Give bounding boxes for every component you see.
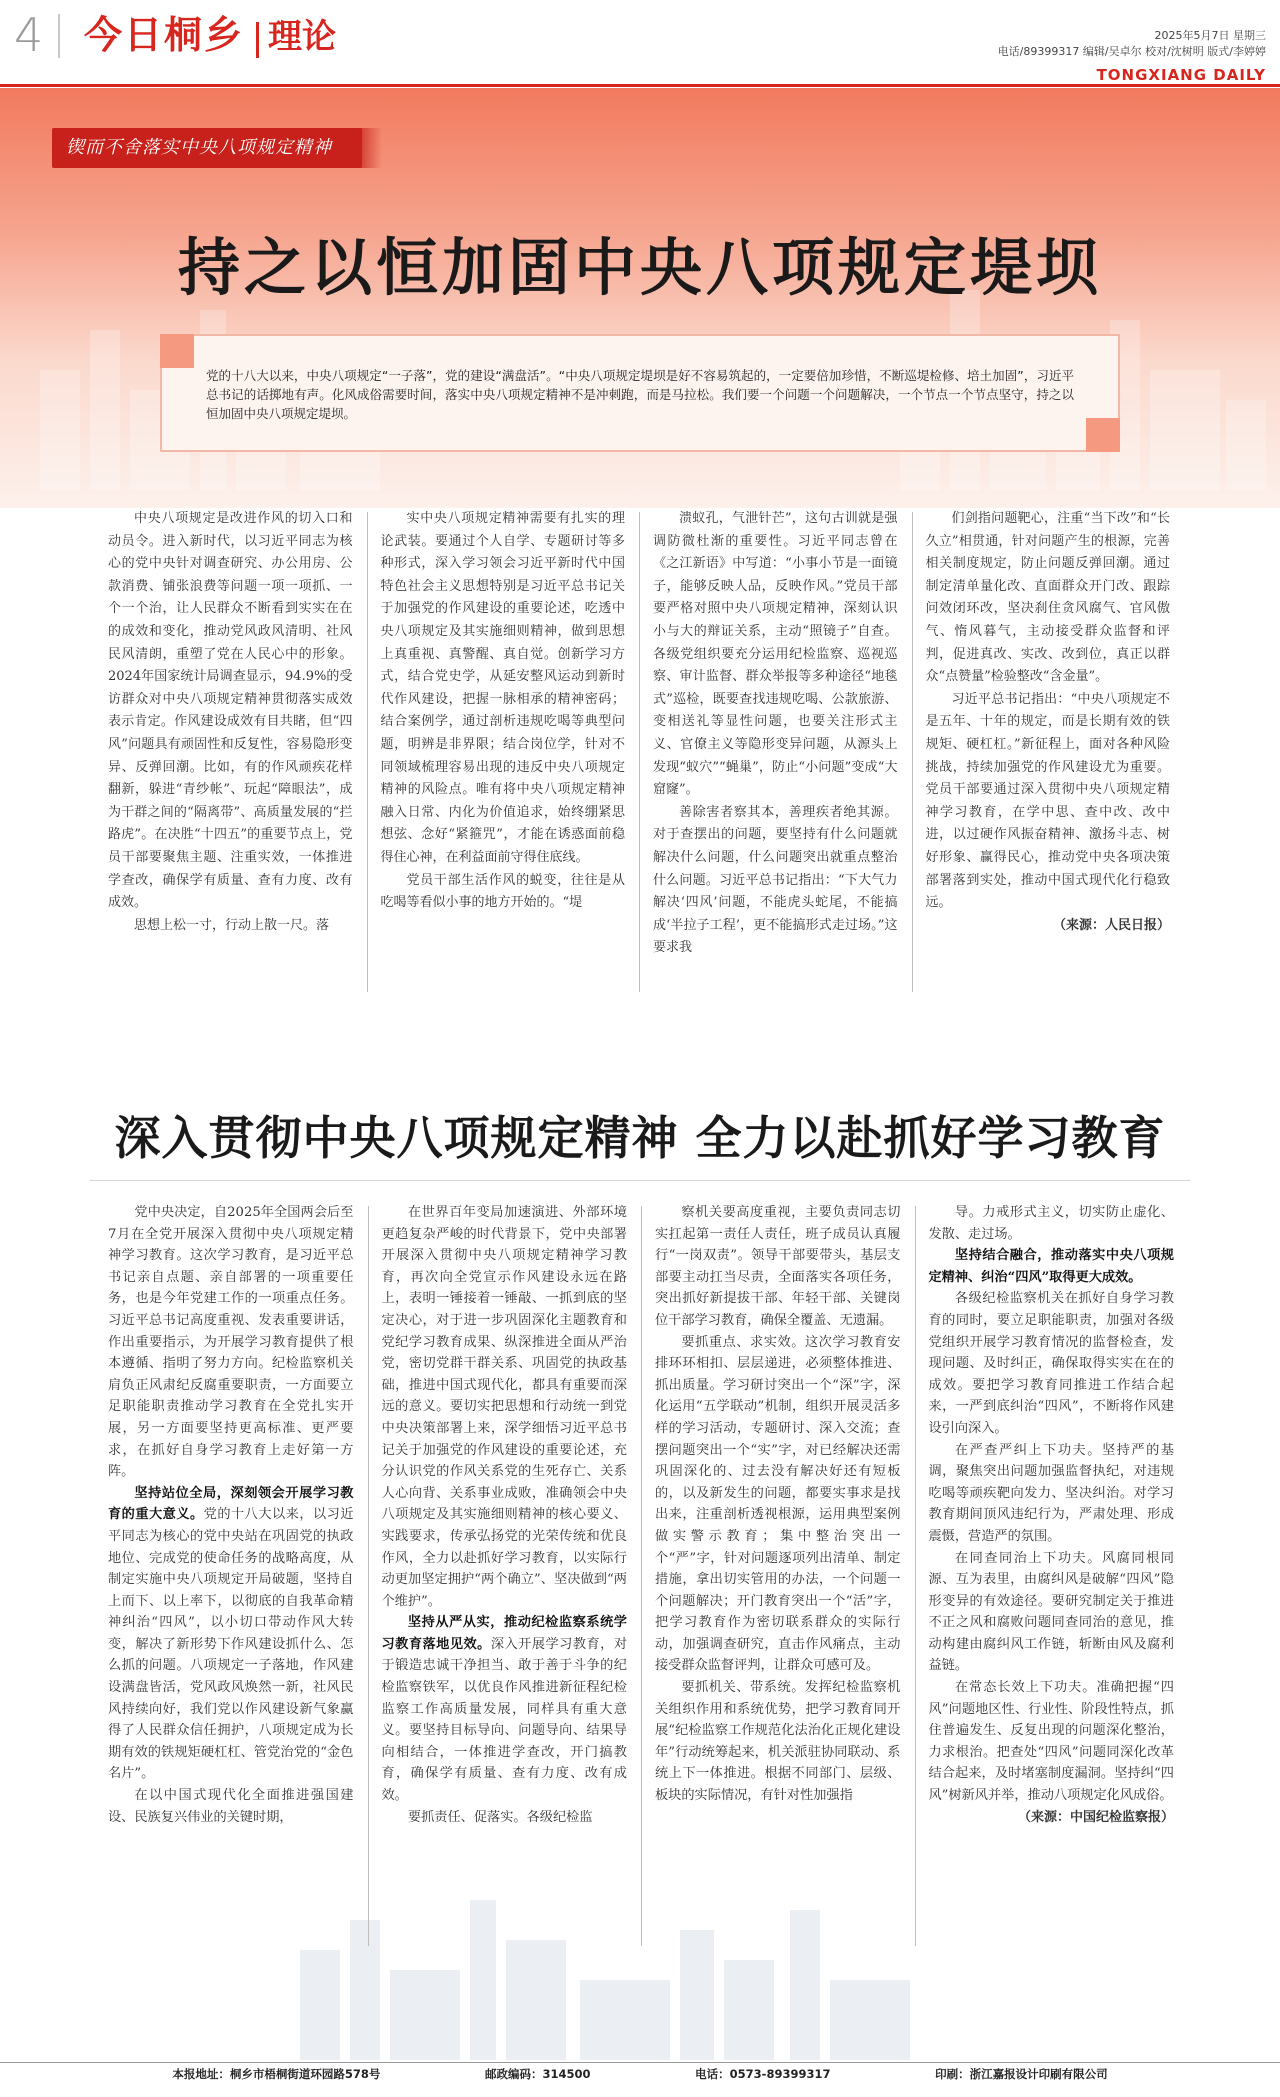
paragraph: 中央八项规定是改进作风的切入口和动员令。进入新时代，以习近平同志为核心的党中央针对调查研究、办公用房、公款消费、铺张浪费等问题一项一项抓、一个一个治，让人民群众不断看到实实在在的成效和变化，推动党风政风清明、社风民风清朗，重塑了党在人民心中的形象。2024年国家统计局调查显示，94.9%的受访群众对中央八项规定精神贯彻落实成效表示肯定。作风建设成效有目共睹，但“四风”问题具有顽固性和反复性，容易隐形变异、反弹回潮。比如，有的作风顽疾花样翻新，躲进“青纱帐”、玩起“障眼法”，成为干群之间的“隔离带”、高质量发展的“拦路虎”。在决胜“十四五”的重要节点上，党员干部要聚焦主题、注重实效，一体推进学查改，确保学有质量、查有力度、改有成效。 [108, 511, 353, 911]
column-rule [639, 512, 640, 992]
paragraph: 要抓机关、带系统。发挥纪检监察机关组织作用和系统优势，把学习教育同开展“纪检监察工作规范化法治化正规化建设年”行动统筹起来，机关派驻协同联动、系统上下一体推进。根据不同部门、层级、板块的实际情况，有针对性加强指 [655, 1680, 901, 1804]
english-name: TONGXIANG DAILY [1096, 66, 1266, 84]
article2-source: （来源：中国纪检监察报） [1017, 1809, 1174, 1825]
paragraph: 在以中国式现代化全面推进强国建设、民族复兴伟业的关键时期， [108, 1788, 354, 1825]
paragraph: 们剑指问题靶心，注重“当下改”和“长久立”相贯通，针对问题产生的根源，完善相关制度规定，防止问题反弹回潮。通过制定清单量化改、直面群众开门改、跟踪问效闭环改，坚决刹住贪风腐气、官风傲气、惰风暮气，主动接受群众监督和评判，促进真改、实改、改到位，真正以群众“点赞量”检验整改“含金量”。 [925, 511, 1170, 685]
date-line: 2025年5月7日 星期三 [1154, 29, 1266, 42]
article2-column-2 [382, 1202, 628, 1962]
paragraph: 坚持结合融合，推动落实中央八项规定精神、纠治“四风”取得更大成效。 [928, 1248, 1174, 1285]
article1-source: （来源：人民日报） [1052, 917, 1170, 933]
masthead-info [998, 28, 1266, 60]
article1-column-2 [381, 508, 626, 1008]
paragraph: 党员干部生活作风的蜕变，往往是从吃喝等看似小事的地方开始的。“堤 [380, 872, 625, 911]
column-rule [367, 512, 368, 992]
bottom-skyline-illustration [0, 1860, 1280, 2060]
paragraph: 党中央决定，自2025年全国两会后至7月在全党开展深入贯彻中央八项规定精神学习教育。这次学习教育，是习近平总书记亲自点题、亲自部署的一项重要任务，也是今年党建工作的一项重点任务。习近平总书记高度重视、发表重要讲话，作出重要指示，为开展学习教育提供了根本遵循、指明了努力方向。纪检监察机关肩负正风肃纪反腐重要职责，一方面要立足职能职责推动学习教育在全党扎实开展，另一方面要坚持更高标准、更严要求，在抓好自身学习教育上走好第一方阵。 [108, 1205, 354, 1480]
section-lead: 坚持从严从实，推动纪检监察系统学习教育落地见效。 [381, 1615, 627, 1652]
paragraph: 要抓重点、求实效。这次学习教育安排环环相扣、层层递进，必须整体推进、抓出质量。学习研讨突出一个“深”字，深化运用“五学联动”机制，组织开展灵活多样的学习活动，专题研讨、深入交流；查摆问题突出一个“实”字，对已经解决还需巩固深化的、过去没有解决好还有短板的，以及新发生的问题，都要实事求是找出来，注重剖析透视根源，运用典型案例做实警示教育；集中整治突出一个“严”字，针对问题逐项列出清单、制定措施，拿出切实管用的办法，一个问题一个问题解决；开门教育突出一个“活”字，把学习教育作为密切联系群众的实际行动，加强调查研究，直击作风痛点，主动接受群众监督评判，让群众可感可及。 [655, 1334, 901, 1674]
paragraph: 在同查同治上下功夫。风腐同根同源、互为表里，由腐纠风是破解“四风”隐形变异的有效途径。要研究制定关于推进不正之风和腐败问题同查同治的意见，推动构建由腐纠风工作链，斩断由风及腐利益链。 [928, 1550, 1174, 1674]
section-lead: 坚持站位全局，深刻领会开展学习教育的重大意义。 [108, 1485, 354, 1523]
page-number: 4 [14, 8, 44, 62]
paragraph: 在严查严纠上下功夫。坚持严的基调，聚焦突出问题加强监督执纪，对违规吃喝等顽疾靶向发力、坚决纠治。对学习教育期间顶风违纪行为，严肃处理、形成震慑，营造严的氛围。 [928, 1442, 1174, 1544]
paragraph: 溃蚁孔，气泄针芒”，这句古训就是强调防微杜渐的重要性。习近平同志曾在《之江新语》中写道：“小事小节是一面镜子，能够反映人品，反映作风。”党员干部要严格对照中央八项规定精神，深刻认识小与大的辩证关系，主动“照镜子”自查。各级党组织要充分运用纪检监察、巡视巡察、审计监督、群众举报等多种途径“地毯式”巡检，既要查找违规吃喝、公款旅游、变相送礼等显性问题，也要关注形式主义、官僚主义等隐形变异问题，从源头上发现“蚁穴”“蝇巢”，防止“小问题”变成“大窟窿”。 [653, 511, 898, 798]
summary-corner-ornament [160, 334, 194, 368]
footer-rule [0, 2062, 1280, 2063]
column-rule [641, 1206, 642, 1946]
masthead [0, 0, 1280, 88]
footer-postcode: 邮政编码：314500 [485, 2067, 591, 2081]
article1-column-1 [108, 508, 353, 1008]
paragraph: 在常态长效上下功夫。准确把握“四风”问题地区性、行业性、阶段性特点，抓住普遍发生、反复出现的问题深化整治，力求根治。把查处“四风”问题同深化改革结合起来，及时堵塞制度漏洞。坚持纠“四风”树新风并举，推动八项规定化风成俗。 [928, 1680, 1174, 1804]
article1-column-4 [926, 508, 1171, 1008]
title-rule [90, 1180, 1190, 1181]
article2-title: 深入贯彻中央八项规定精神 全力以赴抓好学习教育 [114, 1111, 1166, 1165]
article1-summary-box [160, 334, 1120, 452]
paragraph: 要抓责任、促落实。各级纪检监 [407, 1809, 593, 1825]
section-separator [256, 22, 259, 58]
column-rule [368, 1206, 369, 1946]
article2-column-3 [655, 1202, 901, 1962]
summary-corner-ornament [1086, 418, 1120, 452]
paragraph: 察机关要高度重视，主要负责同志切实扛起第一责任人责任，班子成员认真履行“一岗双责”。领导干部要带头，基层支部要主动扛当尽责，全面落实各项任务，突出抓好新提拔干部、年轻干部、关键岗位干部学习教育，确保全覆盖、无遗漏。 [655, 1205, 901, 1328]
column-rule [912, 512, 913, 992]
article1-title: 持之以恒加固中央八项规定堤坝 [177, 231, 1102, 304]
article1-summary: 党的十八大以来，中央八项规定“一子落”，党的建设“满盘活”。“中央八项规定堤坝是好不容易筑起的，一定要倍加珍惜，不断巡堤检修、培土加固”，习近平总书记的话掷地有声。化风成俗需要时间，落实中央八项规定精神不是冲刺跑，而是马拉松。我们要一个问题一个问题解决，一个节点一个节点坚守，持之以恒加固中央八项规定堤坝。 [206, 368, 1074, 421]
staff-line: 电话/89399317 编辑/吴卓尔 校对/沈树明 版式/李婷婷 [997, 45, 1266, 58]
paragraph: 各级纪检监察机关在抓好自身学习教育的同时，要立足职能职责，加强对各级党组织开展学习教育情况的监督检查，发现问题、及时纠正，确保取得实实在在的成效。要把学习教育同推进工作结合起来，一严到底纠治“四风”，不断将作风建设引向深入。 [928, 1291, 1174, 1436]
footer-phone: 电话：0573-89399317 [695, 2067, 831, 2081]
footer-address: 本报地址：桐乡市梧桐街道环园路578号 [172, 2067, 381, 2081]
paragraph: 在世界百年变局加速演进、外部环境更趋复杂严峻的时代背景下，党中央部署开展深入贯彻中央八项规定精神学习教育，再次向全党宣示作风建设永远在路上，表明一锤接着一锤敲、一抓到底的坚定决心，对于进一步巩固深化主题教育和党纪学习教育成果、纵深推进全面从严治党，密切党群干群关系、巩固党的执政基础，推进中国式现代化，都具有重要而深远的意义。要切实把思想和行动统一到党中央决策部署上来，深学细悟习近平总书记关于加强党的作风建设的重要论述，充分认识党的作风关系党的生死存亡、关系人心向背、关系事业成败，准确领会中央八项规定及其实施细则精神的核心要义、实践要求，传承弘扬党的光荣传统和优良作风，全力以赴抓好学习教育，以实际行动更加坚定拥护“两个确立”、坚决做到“两个维护”。 [381, 1205, 627, 1609]
paragraph: 实中央八项规定精神需要有扎实的理论武装。要通过个人自学、专题研讨等多种形式，深入学习领会习近平新时代中国特色社会主义思想特别是习近平总书记关于加强党的作风建设的重要论述，吃透中央八项规定及其实施细则精神，做到思想上真重视、真警醒、真自觉。创新学习方式，结合党史学，从延安整风运动到新时代作风建设，把握一脉相承的精神密码；结合案例学，通过剖析违规吃喝等典型问题，明辨是非界限；结合岗位学，针对不同领域梳理容易出现的违反中央八项规定精神的风险点。唯有将中央八项规定精神融入日常、内化为价值追求，始终绷紧思想弦、念好“紧箍咒”，才能在诱惑面前稳得住心神，在利益面前守得住底线。 [380, 511, 625, 865]
paragraph: 坚持从严从实，推动纪检监察系统学习教育落地见效。深入开展学习教育，对于锻造忠诚干净担当、敢于善于斗争的纪检监察铁军，以优良作风推进新征程纪检监察工作高质量发展，同样具有重大意义。要坚持目标导向、问题导向、结果导向相结合，一体推进学查改，开门搞教育，确保学有质量、查有力度、改有成效。 [381, 1615, 628, 1804]
paragraph: 善除害者察其本，善理疾者绝其源。对于查摆出的问题，要坚持有什么问题就解决什么问题，什么问题突出就重点整治什么问题。习近平总书记指出：“下大气力解决‘四风’问题，不能虎头蛇尾，不能搞成‘半拉子工程’，更不能搞形式走过场。”这要求我 [653, 804, 898, 956]
section-name: 理论 [268, 17, 336, 57]
column-rule [915, 1206, 916, 1946]
paragraph: 导。力戒形式主义，切实防止虚化、发散、走过场。 [928, 1205, 1174, 1242]
article2-column-4 [929, 1202, 1175, 1962]
footer [0, 2066, 1280, 2090]
article2-column-1 [108, 1202, 354, 1962]
footer-printer: 印刷：浙江嘉报设计印刷有限公司 [935, 2067, 1108, 2081]
paragraph: 习近平总书记指出：“中央八项规定不是五年、十年的规定，而是长期有效的铁规矩、硬杠杠。”新征程上，面对各种风险挑战，持续加强党的作风建设尤为重要。党员干部要通过深入贯彻中央八项规定精神学习教育，在学中思、查中改、改中进，以过硬作风振奋精神、激扬斗志、树好形象、赢得民心，推动党中央各项决策部署落到实处，推动中国式现代化行稳致远。 [925, 691, 1170, 911]
paragraph: 思想上松一寸，行动上散一尺。落 [134, 917, 330, 933]
newspaper-logo: 今日桐乡 [84, 13, 245, 57]
masthead-rule [0, 84, 1280, 87]
paragraph: 坚持站位全局，深刻领会开展学习教育的重大意义。党的十八大以来，以习近平同志为核心的党中央站在巩固党的执政地位、完成党的使命任务的战略高度，从制定实施中央八项规定开局破题，坚持自上而下、以上率下，以彻底的自我革命精神纠治“四风”，以小切口带动作风大转变，解决了新形势下作风建设抓什么、怎么抓的问题。八项规定一子落地，作风建设满盘皆活，党风政风焕然一新，社风民风持续向好，我们党以作风建设新气象赢得了人民群众信任拥护，八项规定成为长期有效的铁规矩硬杠杠、管党治党的“金色名片”。 [108, 1485, 354, 1782]
masthead-divider [58, 14, 60, 58]
article1-column-3 [653, 508, 898, 1008]
column-tag-banner: 锲而不舍落实中央八项规定精神 [52, 128, 362, 168]
